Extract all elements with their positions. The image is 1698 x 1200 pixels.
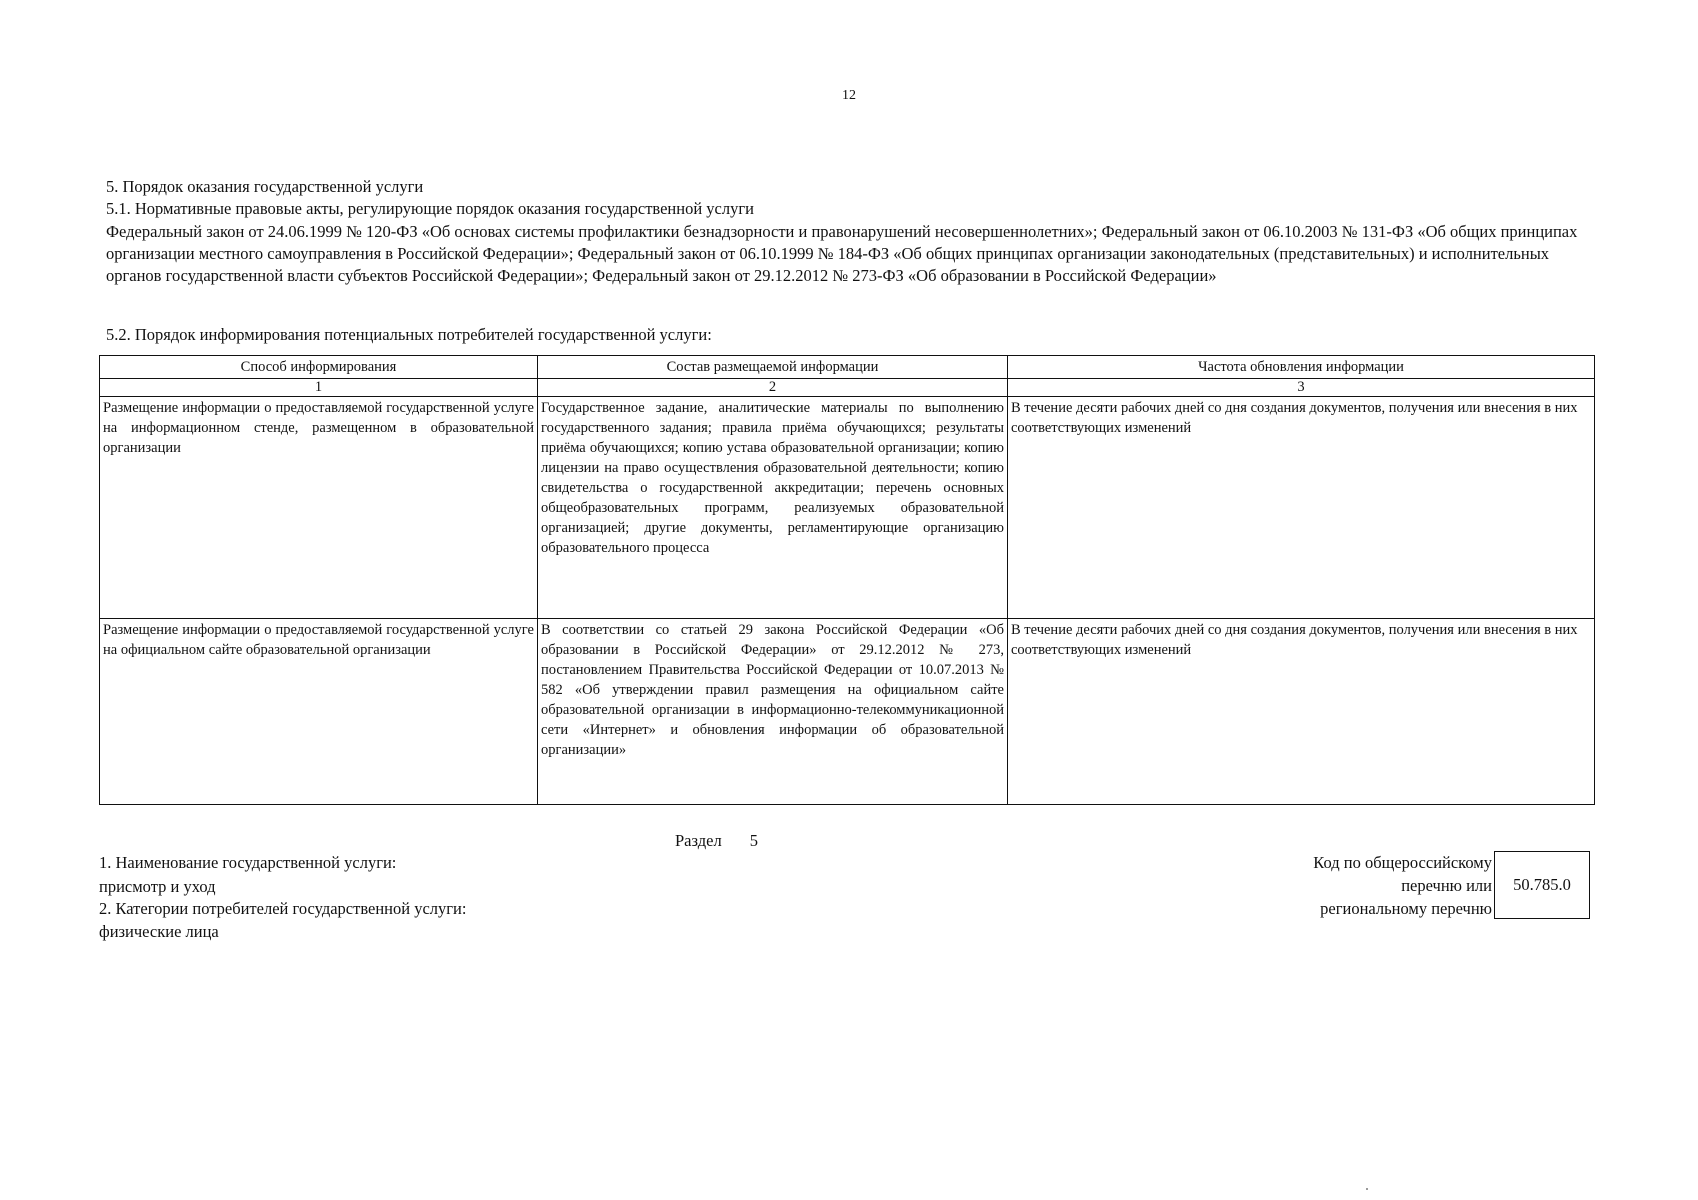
- code-label-line: региональному перечню: [1320, 899, 1492, 918]
- header-frequency: Частота обновления информации: [1008, 356, 1595, 379]
- header-method: Способ информирования: [100, 356, 538, 379]
- content-cell: Государственное задание, аналитические материалы по выполнению государственного задания; правила приёма обучающихся; результаты приёма обучающихся; копию устава образовательной организации; копию лицензии на право осуществления образовательной деятельности; копию свидетельства о государственной аккредитации; перечень основных общеобразовательных программ, реализуемых образовательной организацией; другие документы, регламентирующие организацию образовательного процесса: [538, 397, 1008, 619]
- frequency-cell: В течение десяти рабочих дней со дня создания документов, получения или внесения в них соответствующих изменений: [1008, 397, 1595, 619]
- column-number: 2: [538, 379, 1008, 397]
- subsection-5-1-title: 5.1. Нормативные правовые акты, регулирующие порядок оказания государственной услуги: [106, 199, 754, 218]
- table-row: [100, 619, 1595, 805]
- code-label-line: Код по общероссийскому: [1313, 853, 1492, 872]
- consumer-category-label: 2. Категории потребителей государственной услуги:: [99, 899, 467, 918]
- razdel-label: Раздел: [675, 831, 722, 850]
- scan-speck: [1366, 1188, 1368, 1190]
- code-value-box: [1494, 851, 1590, 919]
- section-title: 5. Порядок оказания государственной услуги: [106, 177, 424, 196]
- page-number: 12: [842, 88, 856, 103]
- frequency-cell: В течение десяти рабочих дней со дня создания документов, получения или внесения в них соответствующих изменений: [1008, 619, 1595, 805]
- content-cell: В соответствии со статьей 29 закона Российской Федерации «Об образовании в Российской Федерации» от 29.12.2012 № 273, постановлением Правительства Российской Федерации от 10.07.2013 № 582 «Об утверждении правил размещения на официальном сайте образовательной организации в информационно-телекоммуникационной сети «Интернет» и обновления информации об образовательной организации»: [538, 619, 1008, 805]
- code-label-line: перечню или: [1401, 876, 1492, 895]
- informing-table: [99, 355, 1595, 805]
- header-content: Состав размещаемой информации: [538, 356, 1008, 379]
- legal-acts-text: Федеральный закон от 24.06.1999 № 120-ФЗ «Об основах системы профилактики безнадзорности и правонарушений несовершеннолетних»; Федеральный закон от 06.10.2003 № 131-ФЗ «Об общих принципах организации местного самоуправления в Российской Федерации»; Федеральный закон от 06.10.1999 № 184-ФЗ «Об общих принципах организации законодательных (представительных) и исполнительных органов государственной власти субъектов Российской Федерации»; Федеральный закон от 29.12.2012 № 273-ФЗ «Об образовании в Российской Федерации»: [106, 222, 1578, 285]
- service-name-label: 1. Наименование государственной услуги:: [99, 853, 397, 872]
- service-name-value: присмотр и уход: [99, 877, 216, 896]
- code-value: 50.785.0: [1513, 875, 1571, 894]
- column-number: 1: [100, 379, 538, 397]
- method-cell: Размещение информации о предоставляемой государственной услуге на информационном стенде, размещенном в образовательной организации: [100, 397, 538, 619]
- razdel-heading: [675, 831, 758, 851]
- code-label: [1200, 851, 1492, 920]
- table-header-row: [100, 356, 1595, 379]
- column-number-row: [100, 379, 1595, 397]
- table-row: [100, 397, 1595, 619]
- subsection-5-2-title: 5.2. Порядок информирования потенциальных потребителей государственной услуги:: [106, 325, 712, 344]
- razdel-number: 5: [749, 831, 758, 850]
- consumer-category-value: физические лица: [99, 922, 219, 941]
- method-cell: Размещение информации о предоставляемой государственной услуге на официальном сайте образовательной организации: [100, 619, 538, 805]
- column-number: 3: [1008, 379, 1595, 397]
